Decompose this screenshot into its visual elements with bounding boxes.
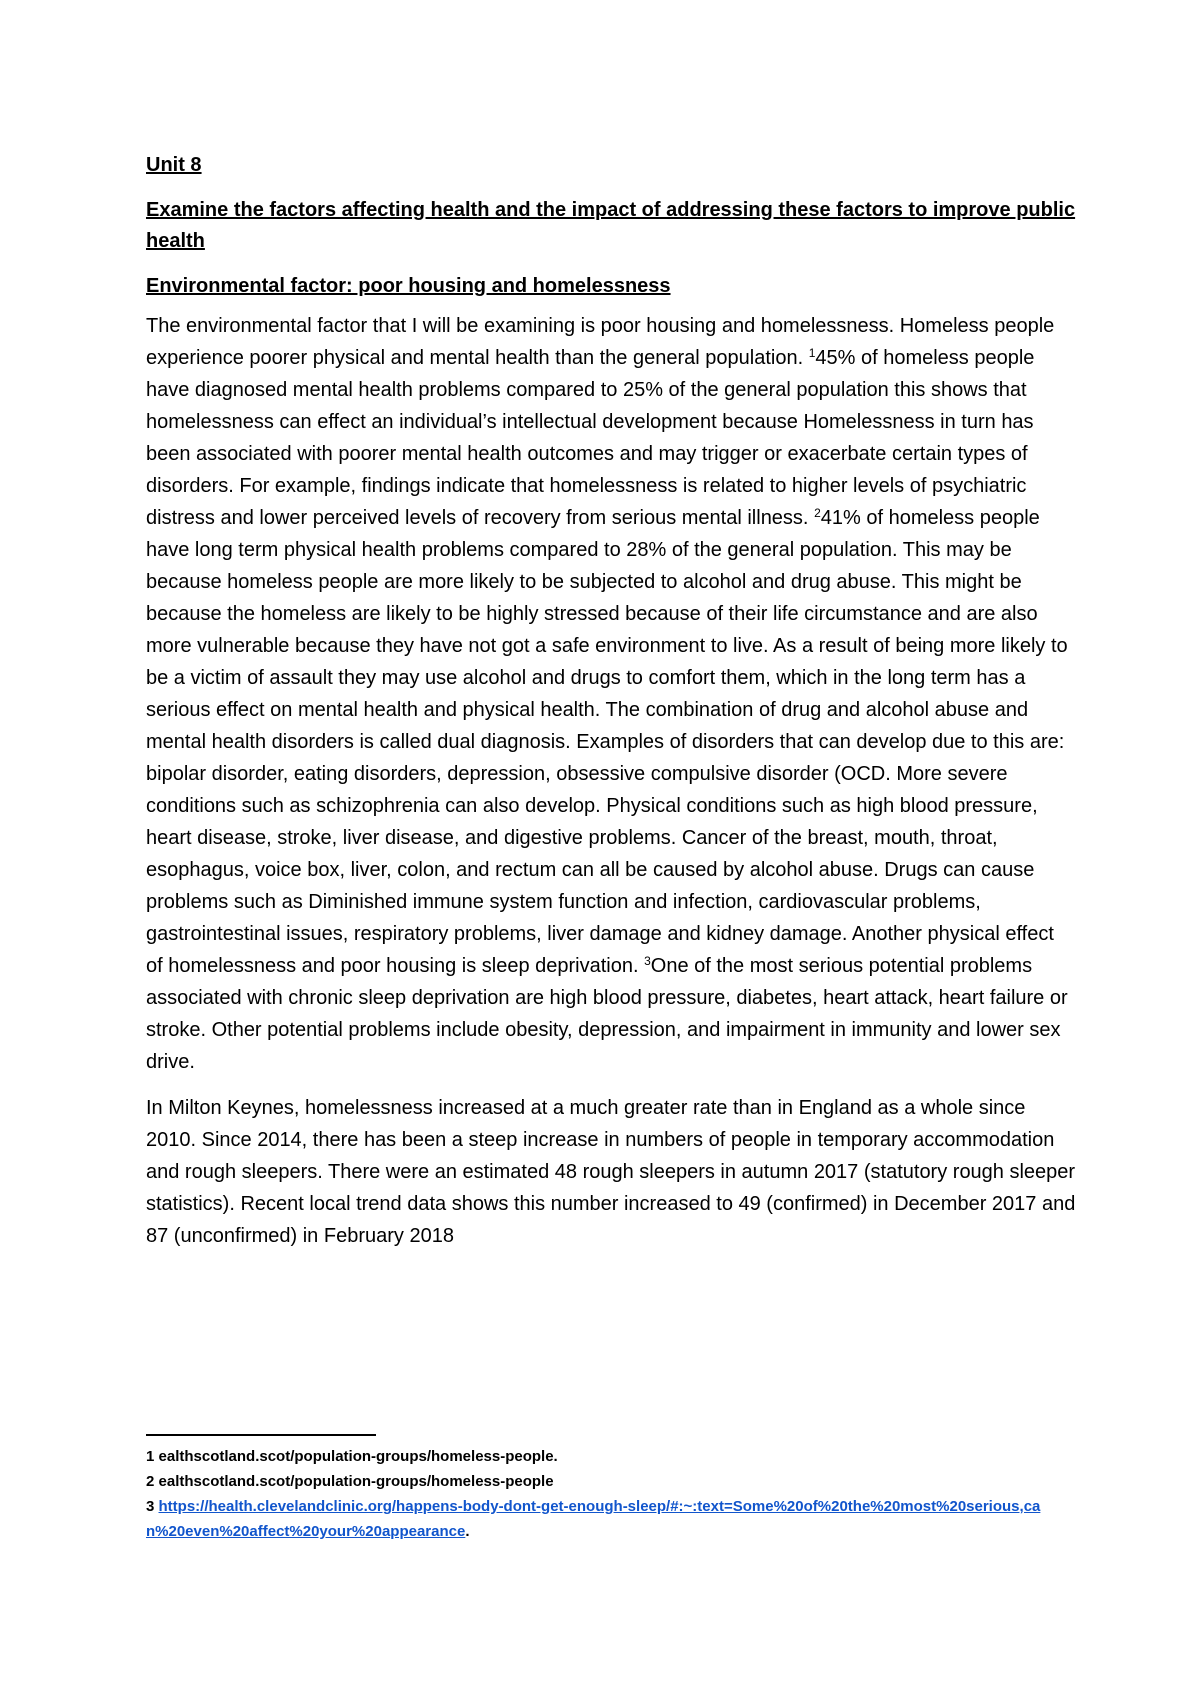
unit-heading: Unit 8: [146, 154, 202, 176]
footnote-ref-2[interactable]: 2: [814, 506, 821, 520]
body-paragraph-2: In Milton Keynes, homelessness increased at a much greater rate than in England as a whole since 2010. Since 2014, there has been a steep increase in numbers of people in temporary accommodation and rough sleepers. There were an estimated 48 rough sleepers in autumn 2017 (statutory rough sleeper statistics). Recent local trend data shows this number increased to 49 (confirmed) in December 2017 and 87 (unconfirmed) in February 2018: [146, 1097, 1076, 1247]
footnote-text: ealthscotland.scot/population-groups/homeless-people: [158, 1473, 554, 1490]
essay-title: Examine the factors affecting health and the impact of addressing these factors to improve public health: [146, 199, 1076, 252]
document-body: [146, 150, 1076, 1266]
body-paragraph-1: [146, 310, 1076, 1078]
section-heading: Environmental factor: poor housing and homelessness: [146, 275, 671, 297]
footnote-1: [146, 1444, 1046, 1469]
footnote-number: 3: [146, 1498, 155, 1515]
footnotes: [146, 1444, 1046, 1544]
footnote-ref-1[interactable]: 1: [808, 346, 816, 360]
para1-text-c: 41% of homeless people have long term physical health problems compared to 28% of the general population. This may be because homeless people are more likely to be subjected to alcohol and drug abuse. This might be because the homeless are likely to be highly stressed because of their life circumstance and are also more vulnerable because they have not got a safe environment to live. As a result of being more likely to be a victim of assault they may use alcohol and drugs to comfort them, which in the long term has a serious effect on mental health and physical health. The combination of drug and alcohol abuse and mental health disorders is called dual diagnosis. Examples of disorders that can develop due to this are: bipolar disorder, eating disorders, depression, obsessive compulsive disorder (OCD. More severe conditions such as schizophrenia can also develop. Physical conditions such as high blood pressure, heart disease, stroke, liver disease, and digestive problems. Cancer of the breast, mouth, throat, esophagus, voice box, liver, colon, and rectum can all be caused by alcohol abuse. Drugs can cause problems such as Diminished immune system function and infection, cardiovascular problems, gastrointestinal issues, respiratory problems, liver damage and kidney damage. Another physical effect of homelessness and poor housing is sleep deprivation.: [146, 507, 1068, 977]
footnote-2: [146, 1469, 1046, 1494]
footnote-text: ealthscotland.scot/population-groups/homeless-people.: [158, 1448, 558, 1465]
footnote-ref-3[interactable]: 3: [644, 954, 651, 968]
footnote-number: 2: [146, 1473, 155, 1490]
footnote-3: [146, 1494, 1046, 1544]
footnote-link[interactable]: https://health.clevelandclinic.org/happens-body-dont-get-enough-sleep/#:~:text=Some%20of%20the%20most%20serious,can%20even%20affect%20your%20appearance: [146, 1498, 1041, 1540]
para1-text-b: 45% of homeless people have diagnosed mental health problems compared to 25% of the general population this shows that homelessness can effect an individual’s intellectual development because Homelessness in turn has been associated with poorer mental health outcomes and may trigger or exacerbate certain types of disorders. For example, findings indicate that homelessness is related to higher levels of psychiatric distress and lower perceived levels of recovery from serious mental illness.: [146, 347, 1035, 529]
para1-text-d: One of the most serious potential problems associated with chronic sleep deprivation are high blood pressure, diabetes, heart attack, heart failure or stroke. Other potential problems include obesity, depression, and impairment in immunity and lower sex drive.: [146, 955, 1068, 1073]
para1-text-a: The environmental factor that I will be examining is poor housing and homelessness. Homeless people experience poorer physical and mental health than the general population.: [146, 315, 1055, 369]
footnote-number: 1: [146, 1448, 155, 1465]
footnote-suffix: .: [465, 1523, 470, 1540]
footnote-separator: [146, 1434, 376, 1436]
